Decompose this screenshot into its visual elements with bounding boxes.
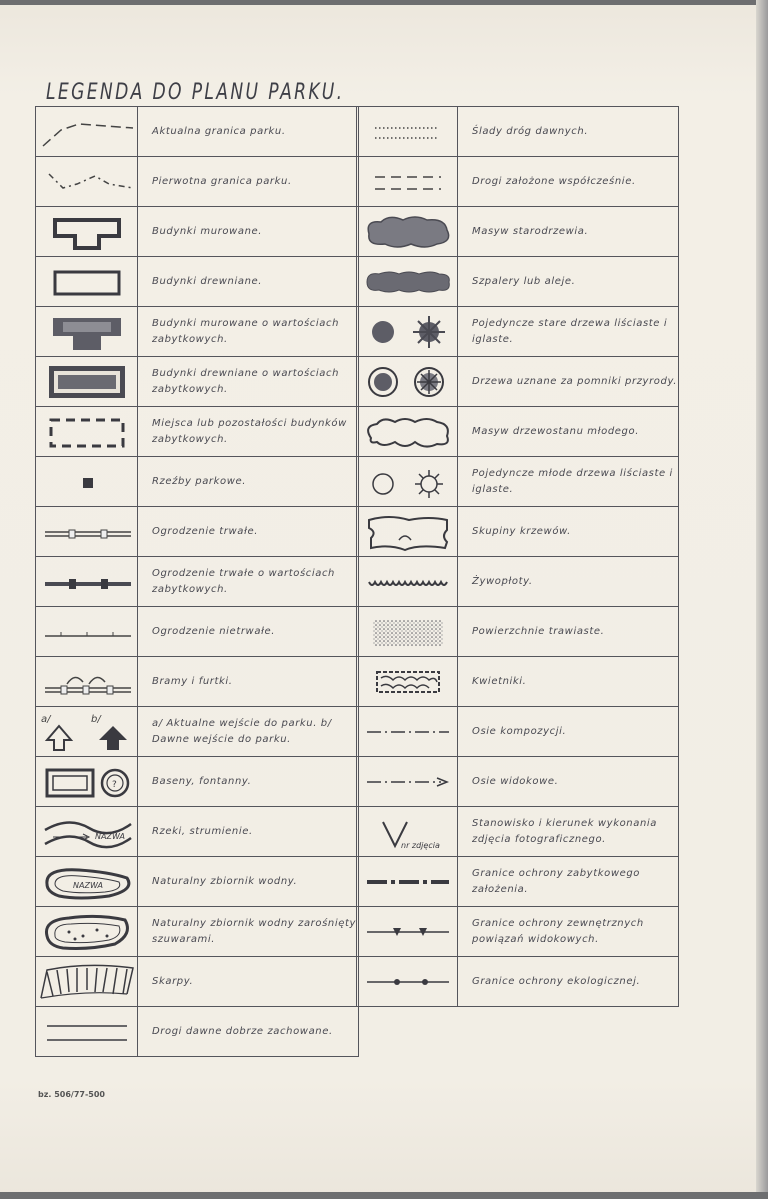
legend-row [36,807,359,857]
legend-label: Aktualna granica parku. [138,107,359,157]
building-remains-icon [36,407,138,457]
legend-row [357,307,679,357]
heritage-protection-icon [357,857,458,907]
natural-pond-icon [36,857,138,907]
legend-row [36,457,359,507]
legend-row [357,457,679,507]
alley-icon [357,257,458,307]
legend-row [36,1007,359,1057]
sculpture-icon [36,457,138,507]
legend-label: Masyw drzewostanu młodego. [458,407,679,457]
old-trees-icon [357,307,458,357]
legend-label: Rzeźby parkowe. [138,457,359,507]
legend-row [357,207,679,257]
legend-label: Bramy i furtki. [138,657,359,707]
legend-table-left [35,106,359,1057]
wooden-building-icon [36,257,138,307]
legend-label: Drzewa uznane za pomniki przyrody. [458,357,679,407]
shrub-group-icon [357,507,458,557]
legend-label: Budynki murowane. [138,207,359,257]
legend-row [357,907,679,957]
photo-number-marker: nr zdjęcia [401,840,440,850]
legend-label: Drogi dawne dobrze zachowane. [138,1007,359,1057]
pond-name-marker: NAZWA [72,880,103,890]
ecological-protection-icon [357,957,458,1007]
legend-row [357,807,679,857]
current-boundary-icon [36,107,138,157]
legend-row [357,407,679,457]
legend-label: Drogi założone współcześnie. [458,157,679,207]
view-axis-icon [357,757,458,807]
legend-label: Granice ochrony ekologicznej. [458,957,679,1007]
legend-row [357,707,679,757]
scan-right-edge [756,0,768,1199]
legend-row [36,857,359,907]
legend-row [36,607,359,657]
legend-row [357,357,679,407]
legend-row [357,657,679,707]
historic-wooden-building-icon [36,357,138,407]
legend-row [357,257,679,307]
legend-row [357,957,679,1007]
legend-row [36,107,359,157]
legend-label: Budynki drewniane o wartościach zabytkowych. [138,357,359,407]
composition-axis-icon [357,707,458,757]
legend-label: Powierzchnie trawiaste. [458,607,679,657]
legend-label: Naturalny zbiornik wodny. [138,857,359,907]
legend-row [36,357,359,407]
permanent-fence-icon [36,507,138,557]
legend-label: Kwietniki. [458,657,679,707]
old-road-traces-icon [357,107,458,157]
young-trees-icon [357,457,458,507]
legend-row [36,207,359,257]
legend-row [357,557,679,607]
legend-label: Stanowisko i kierunek wykonania zdjęcia fotograficznego. [458,807,679,857]
modern-roads-icon [357,157,458,207]
legend-row [36,507,359,557]
historic-fence-icon [36,557,138,607]
legend-table-right [356,106,679,1007]
lawn-icon [357,607,458,657]
page-title: LEGENDA DO PLANU PARKU. [46,80,345,105]
legend-row [357,107,679,157]
print-code: bz. 506/77-500 [38,1090,105,1099]
legend-label: a/ Aktualne wejście do parku. b/ Dawne wejście do parku. [138,707,359,757]
gate-icon [36,657,138,707]
legend-label: Skarpy. [138,957,359,1007]
legend-label: Naturalny zbiornik wodny zarośnięty szuwarami. [138,907,359,957]
legend-label: Pojedyncze młode drzewa liściaste i iglaste. [458,457,679,507]
legend-row [36,307,359,357]
legend-label: Szpalery lub aleje. [458,257,679,307]
legend-label: Rzeki, strumienie. [138,807,359,857]
historic-masonry-building-icon [36,307,138,357]
scarp-icon [36,957,138,1007]
legend-label: Granice ochrony zewnętrznych powiązań widokowych. [458,907,679,957]
legend-label: Masyw starodrzewia. [458,207,679,257]
legend-row [36,557,359,607]
entrance-current-marker: a/ [40,713,50,725]
legend-row [357,507,679,557]
legend-row [357,157,679,207]
river-name-marker: NAZWA [94,831,125,841]
old-stand-mass-icon [357,207,458,257]
legend-row [36,757,359,807]
legend-label: Budynki drewniane. [138,257,359,307]
legend-row [36,407,359,457]
temporary-fence-icon [36,607,138,657]
legend-row [36,707,359,757]
legend-row [357,857,679,907]
hedge-icon [357,557,458,607]
legend-row [36,907,359,957]
legend-label: Żywopłoty. [458,557,679,607]
legend-label: Ogrodzenie nietrwałe. [138,607,359,657]
svg-text:?: ? [111,779,117,790]
overgrown-pond-icon [36,907,138,957]
legend-label: Ślady dróg dawnych. [458,107,679,157]
legend-row [36,657,359,707]
river-icon [36,807,138,857]
legend-label: Pierwotna granica parku. [138,157,359,207]
masonry-building-icon [36,207,138,257]
original-boundary-icon [36,157,138,207]
legend-label: Ogrodzenie trwałe. [138,507,359,557]
legend-label: Budynki murowane o wartościach zabytkowych. [138,307,359,357]
legend-label: Pojedyncze stare drzewa liściaste i iglaste. [458,307,679,357]
external-view-protection-icon [357,907,458,957]
photo-position-icon [357,807,458,857]
entrance-old-marker: b/ [90,713,101,725]
legend-label: Ogrodzenie trwałe o wartościach zabytkowych. [138,557,359,607]
flowerbed-icon [357,657,458,707]
pool-fountain-icon [36,757,138,807]
legend-row [357,607,679,657]
legend-label: Skupiny krzewów. [458,507,679,557]
legend-row [357,757,679,807]
scan-top-edge [0,0,768,5]
legend-label: Osie kompozycji. [458,707,679,757]
legend-label: Baseny, fontanny. [138,757,359,807]
natural-monument-tree-icon [357,357,458,407]
entrance-arrows-icon [36,707,138,757]
legend-label: Osie widokowe. [458,757,679,807]
legend-row [36,957,359,1007]
legend-row [36,157,359,207]
old-roads-icon [36,1007,138,1057]
legend-label: Granice ochrony zabytkowego założenia. [458,857,679,907]
scan-bottom-edge [0,1192,768,1199]
young-stand-mass-icon [357,407,458,457]
legend-row [36,257,359,307]
legend-label: Miejsca lub pozostałości budynków zabytkowych. [138,407,359,457]
